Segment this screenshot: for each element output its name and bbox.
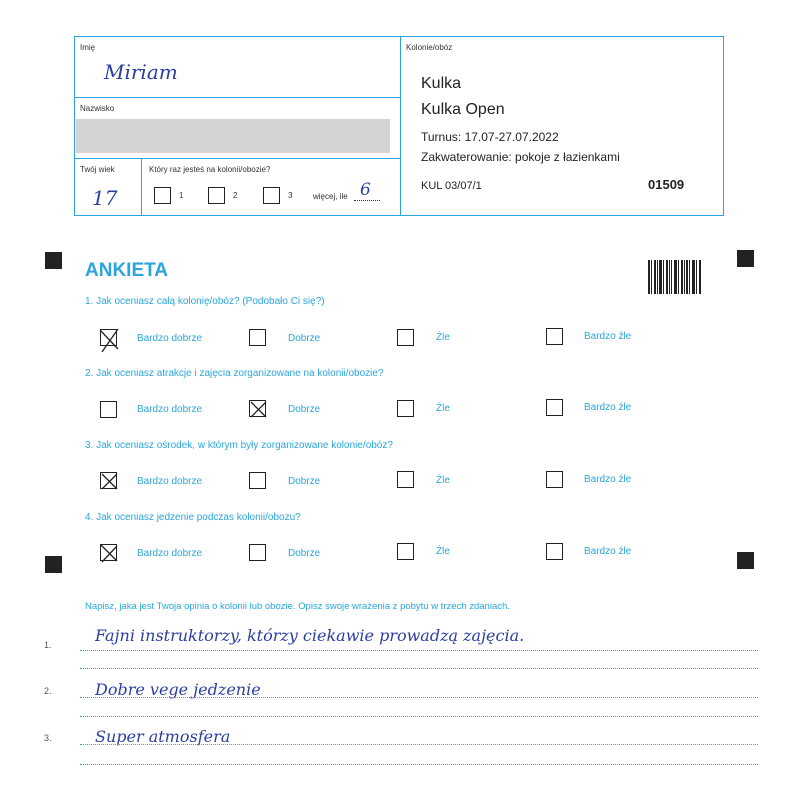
visit-count-1-checkbox[interactable] [154, 187, 171, 204]
question-2-text: 2. Jak oceniasz atrakcje i zajęcia zorganizowane na kolonii/obozie? [85, 368, 384, 379]
survey-title: ANKIETA [85, 260, 169, 281]
q2-zle-label: Źle [436, 403, 450, 414]
q2-bardzo-zle-label: Bardzo źle [584, 402, 632, 413]
camp-type: Kulka Open [421, 101, 505, 118]
ktory-raz-label: Który raz jesteś na kolonii/obozie? [149, 165, 271, 174]
q1-dobrze-checkbox[interactable] [249, 329, 266, 346]
q1-bardzo-dobrze-label: Bardzo dobrze [137, 333, 203, 344]
nazwisko-redacted [76, 119, 390, 153]
q2-dobrze-label: Dobrze [288, 404, 321, 415]
nazwisko-label: Nazwisko [80, 104, 115, 113]
registration-marker-bottom-right [737, 552, 754, 569]
visit-count-2-label: 2 [233, 191, 238, 200]
check-x-icon [248, 399, 269, 420]
opinion-line-1-dots-a [80, 650, 758, 651]
wiek-value[interactable]: 17 [92, 186, 118, 210]
question-1-text: 1. Jak oceniasz całą kolonię/obóz? (Podobało Ci się?) [85, 296, 325, 307]
q3-zle-label: Źle [436, 475, 450, 486]
q3-bardzo-zle-label: Bardzo źle [584, 474, 632, 485]
q4-zle-label: Źle [436, 546, 450, 557]
imie-label: Imię [80, 43, 96, 52]
kolonie-label: Kolonie/obóz [406, 43, 453, 52]
q1-zle-label: Źle [436, 332, 450, 343]
visit-count-3-checkbox[interactable] [263, 187, 280, 204]
opinion-line-2-number: 2. [44, 686, 52, 696]
opinion-prompt: Napisz, jaka jest Twoja opinia o kolonii lub obozie. Opisz swoje wrażenia z pobytu w trzech zdaniach. [85, 601, 510, 612]
q3-bardzo-dobrze-label: Bardzo dobrze [137, 476, 203, 487]
q3-bardzo-dobrze-checkbox[interactable] [100, 472, 117, 489]
wiek-label: Twój wiek [80, 165, 115, 174]
question-4-text: 4. Jak oceniasz jedzenie podczas kolonii/obozu? [85, 512, 301, 523]
q3-bardzo-zle-checkbox[interactable] [546, 471, 563, 488]
header-divider-vertical [400, 36, 401, 216]
q2-dobrze-checkbox[interactable] [249, 400, 266, 417]
q4-dobrze-label: Dobrze [288, 548, 321, 559]
wiecej-label: więcej, ile [313, 192, 348, 201]
camp-name: Kulka [421, 75, 462, 92]
q2-zle-checkbox[interactable] [397, 400, 414, 417]
check-x-icon [99, 471, 120, 492]
q1-zle-checkbox[interactable] [397, 329, 414, 346]
q2-bardzo-zle-checkbox[interactable] [546, 399, 563, 416]
opinion-line-1-text[interactable]: Fajni instruktorzy, którzy ciekawie prowadzą zajęcia. [95, 626, 525, 645]
form-number: 01509 [648, 177, 685, 192]
registration-marker-top-right [737, 250, 754, 267]
check-x-icon [99, 328, 120, 352]
header-divider-1 [74, 97, 400, 98]
turnus-text: Turnus: 17.07-27.07.2022 [421, 130, 559, 144]
header-divider-2 [74, 158, 400, 159]
q4-dobrze-checkbox[interactable] [249, 544, 266, 561]
camp-code: KUL 03/07/1 [421, 180, 482, 192]
q4-bardzo-zle-checkbox[interactable] [546, 543, 563, 560]
q1-bardzo-zle-checkbox[interactable] [546, 328, 563, 345]
visit-count-1-label: 1 [179, 191, 184, 200]
opinion-line-2-text[interactable]: Dobre vege jedzenie [95, 680, 261, 699]
q2-bardzo-dobrze-checkbox[interactable] [100, 401, 117, 418]
registration-marker-bottom-left [45, 556, 62, 573]
opinion-line-3-number: 3. [44, 733, 52, 743]
q2-bardzo-dobrze-label: Bardzo dobrze [137, 404, 203, 415]
visit-count-3-label: 3 [288, 191, 293, 200]
zakwaterowanie-text: Zakwaterowanie: pokoje z łazienkami [421, 150, 620, 164]
q1-bardzo-zle-label: Bardzo źle [584, 331, 632, 342]
barcode [648, 260, 702, 294]
opinion-line-2-dots-b [80, 716, 758, 717]
header-divider-3 [141, 158, 142, 216]
opinion-line-1-number: 1. [44, 640, 52, 650]
q4-bardzo-dobrze-checkbox[interactable] [100, 544, 117, 561]
imie-value[interactable]: Miriam [104, 60, 178, 84]
opinion-line-2-dots-a [80, 697, 758, 698]
check-x-icon [99, 543, 120, 564]
q3-dobrze-checkbox[interactable] [249, 472, 266, 489]
opinion-line-3-text[interactable]: Super atmosfera [95, 727, 231, 746]
visit-count-2-checkbox[interactable] [208, 187, 225, 204]
q3-dobrze-label: Dobrze [288, 476, 321, 487]
q1-bardzo-dobrze-checkbox[interactable] [100, 329, 117, 346]
q4-zle-checkbox[interactable] [397, 543, 414, 560]
question-3-text: 3. Jak oceniasz ośrodek, w którym były zorganizowane kolonie/obóz? [85, 440, 393, 451]
opinion-line-3-dots-a [80, 744, 758, 745]
opinion-line-3-dots-b [80, 764, 758, 765]
q3-zle-checkbox[interactable] [397, 471, 414, 488]
wiecej-dotline [354, 200, 380, 201]
opinion-line-1-dots-b [80, 668, 758, 669]
q1-dobrze-label: Dobrze [288, 333, 321, 344]
q4-bardzo-zle-label: Bardzo źle [584, 546, 632, 557]
registration-marker-top-left [45, 252, 62, 269]
wiecej-value[interactable]: 6 [360, 180, 371, 200]
q4-bardzo-dobrze-label: Bardzo dobrze [137, 548, 203, 559]
